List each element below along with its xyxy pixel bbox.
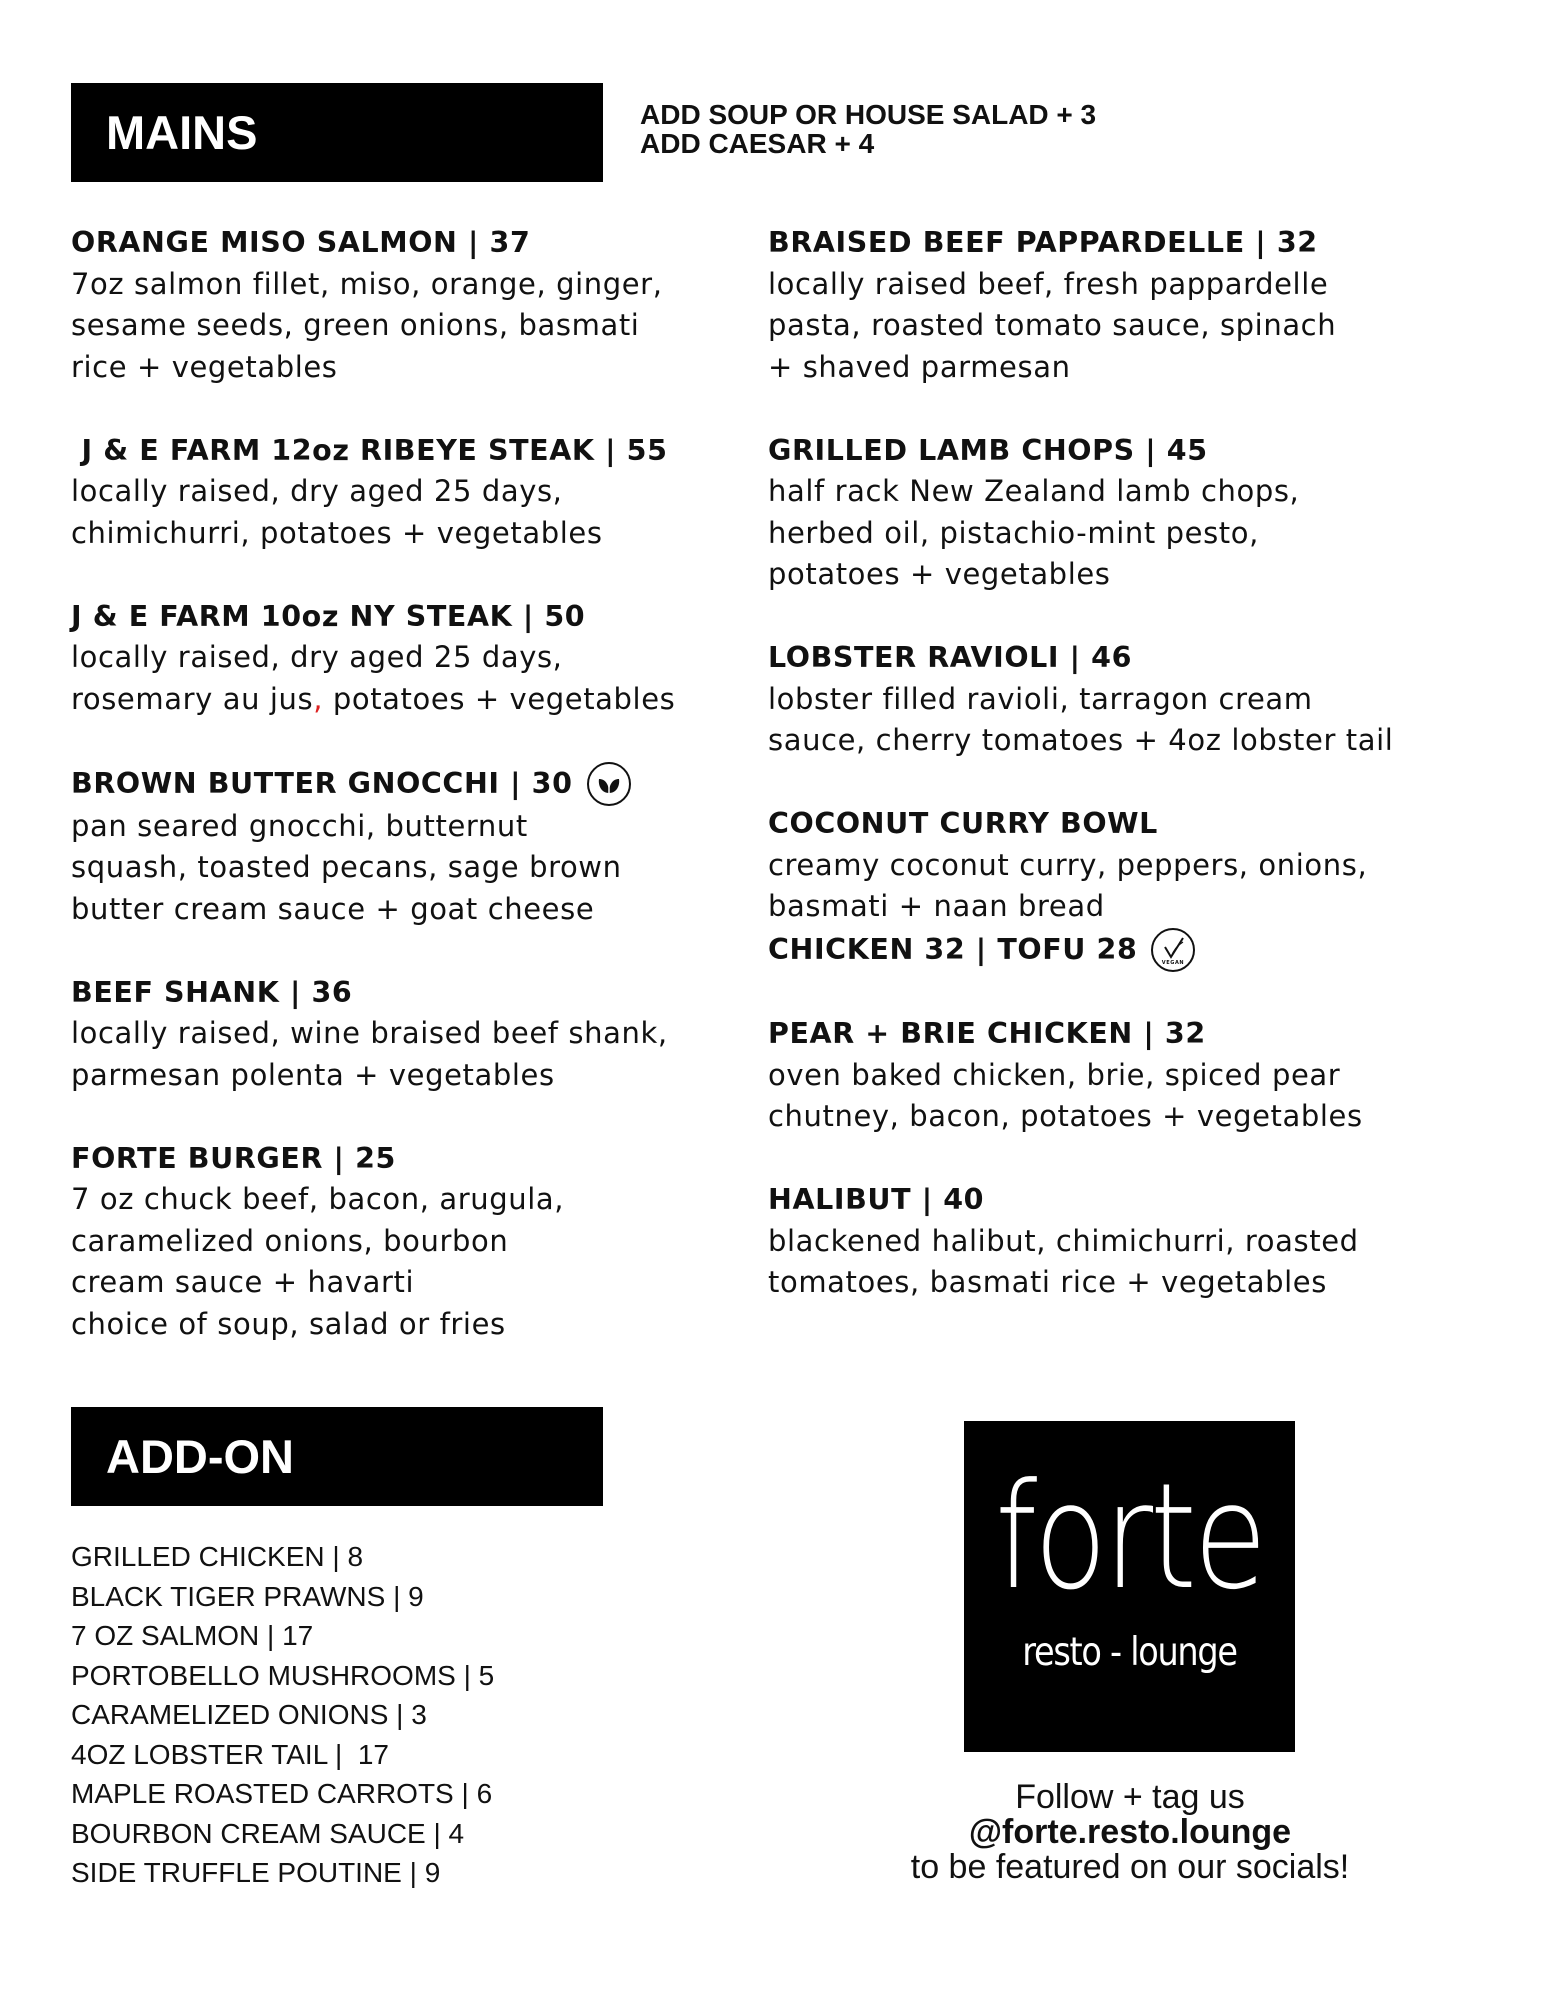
follow-block bbox=[880, 1780, 1380, 1885]
addon-header: ADD-ON bbox=[71, 1407, 603, 1506]
addon-item: CARAMELIZED ONIONS | 3 bbox=[71, 1699, 427, 1730]
add-note-caesar: ADD CAESAR + 4 bbox=[640, 128, 875, 159]
menu-item bbox=[768, 430, 1468, 596]
item-desc: locally raised, wine braised beef shank, bbox=[71, 1016, 668, 1050]
item-desc: choice of soup, salad or fries bbox=[71, 1306, 506, 1341]
mains-left-column bbox=[71, 222, 771, 1345]
menu-item bbox=[71, 762, 771, 931]
item-desc: 7oz salmon fillet, miso, orange, ginger, bbox=[71, 266, 663, 301]
red-comma: , bbox=[313, 681, 324, 716]
item-desc: rice + vegetables bbox=[71, 349, 338, 384]
addon-item: GRILLED CHICKEN | 8 bbox=[71, 1541, 364, 1572]
menu-item bbox=[768, 1179, 1468, 1304]
item-title-row bbox=[71, 762, 771, 806]
item-desc: lobster filled ravioli, tarragon cream bbox=[768, 681, 1313, 716]
mains-right-column bbox=[768, 222, 1468, 1304]
vegan-icon bbox=[1151, 928, 1195, 972]
item-title: BRAISED BEEF PAPPARDELLE | 32 bbox=[768, 226, 1318, 259]
vegan-icon-svg bbox=[1156, 933, 1190, 967]
follow-line: to be featured on our socials! bbox=[910, 1848, 1350, 1886]
item-desc: rosemary au jus, potatoes + vegetables bbox=[71, 681, 676, 716]
addon-item: PORTOBELLO MUSHROOMS | 5 bbox=[71, 1659, 495, 1691]
item-desc: blackened halibut, chimichurri, roasted bbox=[768, 1223, 1359, 1258]
item-desc: pasta, roasted tomato sauce, spinach bbox=[768, 308, 1337, 342]
item-desc: + shaved parmesan bbox=[768, 349, 1071, 384]
svg-text:VEGAN: VEGAN bbox=[1162, 959, 1185, 966]
item-title: ORANGE MISO SALMON | 37 bbox=[71, 226, 531, 259]
item-title: J & E FARM 10oz NY STEAK | 50 bbox=[71, 599, 586, 633]
item-desc: chimichurri, potatoes + vegetables bbox=[71, 515, 603, 550]
addon-item: 4OZ LOBSTER TAIL | 17 bbox=[71, 1738, 389, 1770]
menu-item bbox=[71, 596, 771, 721]
item-title: PEAR + BRIE CHICKEN | 32 bbox=[768, 1017, 1206, 1050]
addon-item: BOURBON CREAM SAUCE | 4 bbox=[71, 1817, 465, 1849]
menu-item bbox=[768, 1013, 1468, 1138]
item-desc: locally raised beef, fresh pappardelle bbox=[768, 266, 1329, 301]
item-subtitle-row bbox=[768, 928, 1468, 972]
logo-subtitle: resto - lounge bbox=[1022, 1630, 1237, 1675]
item-desc: potatoes + vegetables bbox=[768, 557, 1111, 591]
item-desc: tomatoes, basmati rice + vegetables bbox=[768, 1265, 1327, 1299]
forte-logo bbox=[964, 1421, 1295, 1752]
addon-item: BLACK TIGER PRAWNS | 9 bbox=[71, 1580, 424, 1612]
item-desc: butter cream sauce + goat cheese bbox=[71, 891, 595, 926]
menu-item bbox=[71, 972, 771, 1097]
item-desc: oven baked chicken, brie, spiced pear bbox=[768, 1057, 1341, 1092]
logo-word: forte bbox=[995, 1452, 1264, 1622]
item-title: FORTE BURGER | 25 bbox=[71, 1141, 396, 1175]
item-desc: pan seared gnocchi, butternut bbox=[71, 808, 528, 843]
item-title: GRILLED LAMB CHOPS | 45 bbox=[768, 433, 1208, 467]
item-title: BROWN BUTTER GNOCCHI | 30 bbox=[71, 766, 573, 800]
menu-item bbox=[71, 430, 771, 555]
item-title: BEEF SHANK | 36 bbox=[71, 975, 353, 1009]
item-desc: chutney, bacon, potatoes + vegetables bbox=[768, 1099, 1363, 1133]
item-desc: cream sauce + havarti bbox=[71, 1265, 415, 1299]
follow-line: Follow + tag us bbox=[1015, 1778, 1245, 1816]
item-desc: caramelized onions, bourbon bbox=[71, 1223, 509, 1258]
item-desc: sesame seeds, green onions, basmati bbox=[71, 308, 640, 342]
item-desc: sauce, cherry tomatoes + 4oz lobster tail bbox=[768, 723, 1394, 757]
item-desc: basmati + naan bread bbox=[768, 889, 1105, 923]
item-desc: locally raised, dry aged 25 days, bbox=[71, 640, 563, 674]
item-subtitle: CHICKEN 32 | TOFU 28 bbox=[768, 932, 1138, 966]
add-note-soup: ADD SOUP OR HOUSE SALAD + 3 bbox=[640, 99, 1097, 130]
item-desc: squash, toasted pecans, sage brown bbox=[71, 850, 622, 884]
item-desc: creamy coconut curry, peppers, onions, bbox=[768, 847, 1368, 882]
menu-item bbox=[71, 1138, 771, 1346]
leaf-icon-svg bbox=[596, 773, 622, 795]
menu-item bbox=[768, 803, 1468, 972]
addon-item: MAPLE ROASTED CARROTS | 6 bbox=[71, 1778, 493, 1809]
social-handle: @forte.resto.lounge bbox=[968, 1813, 1292, 1851]
add-note bbox=[640, 100, 1096, 158]
menu-item bbox=[71, 222, 771, 388]
item-desc: parmesan polenta + vegetables bbox=[71, 1057, 555, 1092]
menu-item bbox=[768, 637, 1468, 762]
item-desc: herbed oil, pistachio-mint pesto, bbox=[768, 515, 1259, 550]
item-title: COCONUT CURRY BOWL bbox=[768, 807, 1158, 840]
item-desc: 7 oz chuck beef, bacon, arugula, bbox=[71, 1182, 565, 1216]
item-title: HALIBUT | 40 bbox=[768, 1183, 985, 1216]
item-title: LOBSTER RAVIOLI | 46 bbox=[768, 641, 1133, 674]
addon-item: SIDE TRUFFLE POUTINE | 9 bbox=[71, 1857, 441, 1888]
leaf-icon bbox=[587, 762, 631, 806]
menu-item bbox=[768, 222, 1468, 388]
addon-item: 7 OZ SALMON | 17 bbox=[71, 1620, 314, 1651]
item-desc: half rack New Zealand lamb chops, bbox=[768, 474, 1300, 508]
mains-header: MAINS bbox=[71, 83, 603, 182]
item-desc: locally raised, dry aged 25 days, bbox=[71, 474, 563, 508]
addon-list bbox=[71, 1537, 494, 1893]
item-title: J & E FARM 12oz RIBEYE STEAK | 55 bbox=[71, 433, 668, 467]
